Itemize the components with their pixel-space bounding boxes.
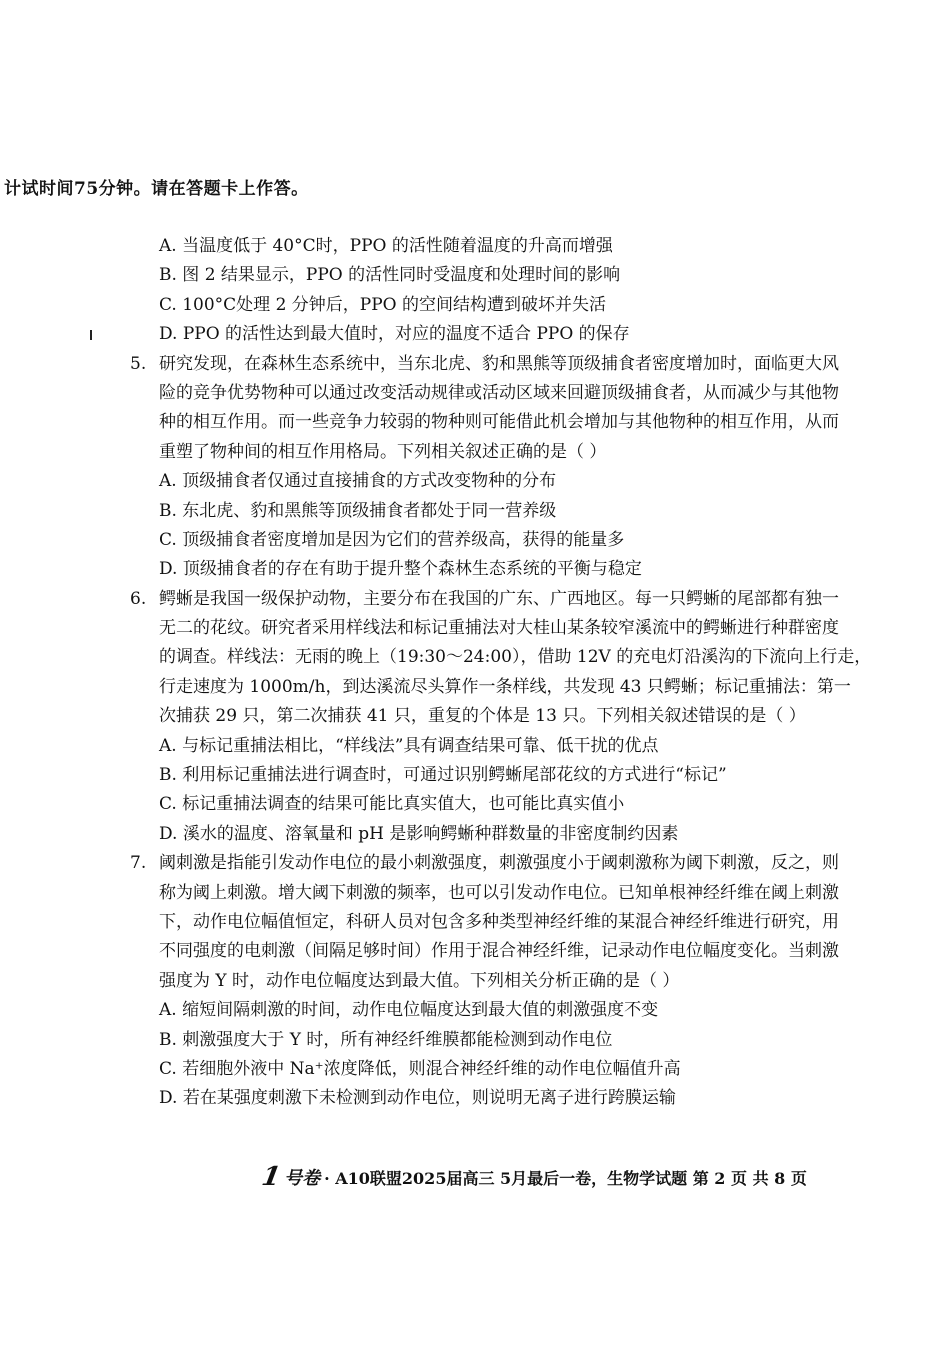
q4-option-b: B. 图 2 结果显示，PPO 的活性同时受温度和处理时间的影响 <box>159 265 621 286</box>
q5-option-b: B. 东北虎、豹和黑熊等顶级捕食者都处于同一营养级 <box>159 500 557 521</box>
q6-stem-line-2: 无二的花纹。研究者采用样线法和标记重捕法对大桂山某条较窄溪流中的鳄蜥进行种群密度 <box>159 618 839 639</box>
q6-stem-line-3: 的调查。样线法：无雨的晚上（19:30～24:00），借助 12V 的充电灯沿溪沟的下流向上行走， <box>159 647 872 668</box>
q5-stem-text-1: 研究发现，在森林生态系统中，当东北虎、豹和黑熊等顶级捕食者密度增加时，面临更大风 <box>159 353 839 374</box>
page-footer <box>259 1162 807 1192</box>
q7-option-b: B. 刺激强度大于 Y 时，所有神经纤维膜都能检测到动作电位 <box>159 1029 613 1050</box>
q6-stem-line-4: 行走速度为 1000m/h，到达溪流尽头算作一条样线，共发现 43 只鳄蜥；标记重捕法：第一 <box>159 676 851 697</box>
q6-number: 6. <box>130 588 147 609</box>
scan-mark <box>90 330 92 340</box>
q4-option-c: C. 100°C处理 2 分钟后，PPO 的空间结构遭到破坏并失活 <box>159 294 607 315</box>
q5-stem-line-4: 重塑了物种间的相互作用格局。下列相关叙述正确的是（ ） <box>159 441 607 462</box>
q5-option-a: A. 顶级捕食者仅通过直接捕食的方式改变物种的分布 <box>159 471 557 492</box>
q5-number: 5. <box>130 353 147 374</box>
q7-stem-line-3: 下，动作电位幅值恒定，科研人员对包含多种类型神经纤维的某混合神经纤维进行研究，用 <box>159 911 839 932</box>
q5-stem-line-3: 种的相互作用。而一些竞争力较弱的物种则可能借此机会增加与其他物种的相互作用，从而 <box>159 412 839 433</box>
q6-option-b: B. 利用标记重捕法进行调查时，可通过识别鳄蜥尾部花纹的方式进行“标记” <box>159 765 727 786</box>
q6-stem-line-5: 次捕获 29 只，第二次捕获 41 只，重复的个体是 13 只。下列相关叙述错误的是（ ） <box>159 706 806 727</box>
q7-stem-text-1: 阈刺激是指能引发动作电位的最小刺激强度，刺激强度小于阈刺激称为阈下刺激，反之，则 <box>159 853 839 874</box>
q7-option-d: D. 若在某强度刺激下未检测到动作电位，则说明无离子进行跨膜运输 <box>159 1088 676 1109</box>
footer-brand: 号卷 <box>284 1168 321 1189</box>
q6-stem-line-1 <box>130 585 910 614</box>
q7-option-a: A. 缩短间隔刺激的时间，动作电位幅度达到最大值的刺激强度不变 <box>159 1000 659 1021</box>
q5-option-d: D. 顶级捕食者的存在有助于提升整个森林生态系统的平衡与稳定 <box>159 559 642 580</box>
exam-time-note: 计试时间75分钟。请在答题卡上作答。 <box>4 179 309 199</box>
question-7 <box>130 849 910 1114</box>
q5-stem-line-2: 险的竞争优势物种可以通过改变活动规律或活动区域来回避顶级捕食者，从而减少与其他物 <box>159 382 839 403</box>
q7-stem-line-4: 不同强度的电刺激（间隔足够时间）作用于混合神经纤维，记录动作电位幅度变化。当刺激 <box>159 941 839 962</box>
q7-number: 7. <box>130 853 147 874</box>
q6-option-a: A. 与标记重捕法相比，“样线法”具有调查结果可靠、低干扰的优点 <box>159 735 659 756</box>
q5-stem-line-1 <box>130 350 910 379</box>
footer-text: · A10联盟2025届高三 5月最后一卷，生物学试题 第 2 页 共 8 页 <box>324 1168 807 1188</box>
q5-option-c: C. 顶级捕食者密度增加是因为它们的营养级高，获得的能量多 <box>159 529 625 550</box>
q4-option-a: A. 当温度低于 40°C时，PPO 的活性随着温度的升高而增强 <box>159 236 613 256</box>
q6-option-d: D. 溪水的温度、溶氧量和 pH 是影响鳄蜥种群数量的非密度制约因素 <box>159 823 679 844</box>
footer-logo: 1 <box>259 1162 283 1192</box>
q7-stem-line-2: 称为阈上刺激。增大阈下刺激的频率，也可以引发动作电位。已知单根神经纤维在阈上刺激 <box>159 882 839 903</box>
q6-stem-text-1: 鳄蜥是我国一级保护动物，主要分布在我国的广东、广西地区。每一只鳄蜥的尾部都有独一 <box>159 588 839 609</box>
question-5 <box>130 350 910 585</box>
question-4-options <box>130 232 910 350</box>
question-6 <box>130 585 910 850</box>
q7-stem-line-1 <box>130 849 910 878</box>
q6-option-c: C. 标记重捕法调查的结果可能比真实值大，也可能比真实值小 <box>159 794 625 815</box>
q7-option-c: C. 若细胞外液中 Na⁺浓度降低，则混合神经纤维的动作电位幅值升高 <box>159 1058 681 1079</box>
q7-stem-line-5: 强度为 Y 时，动作电位幅度达到最大值。下列相关分析正确的是（ ） <box>159 970 680 991</box>
q4-option-d: D. PPO 的活性达到最大值时，对应的温度不适合 PPO 的保存 <box>159 324 630 345</box>
question-content <box>130 232 910 1114</box>
